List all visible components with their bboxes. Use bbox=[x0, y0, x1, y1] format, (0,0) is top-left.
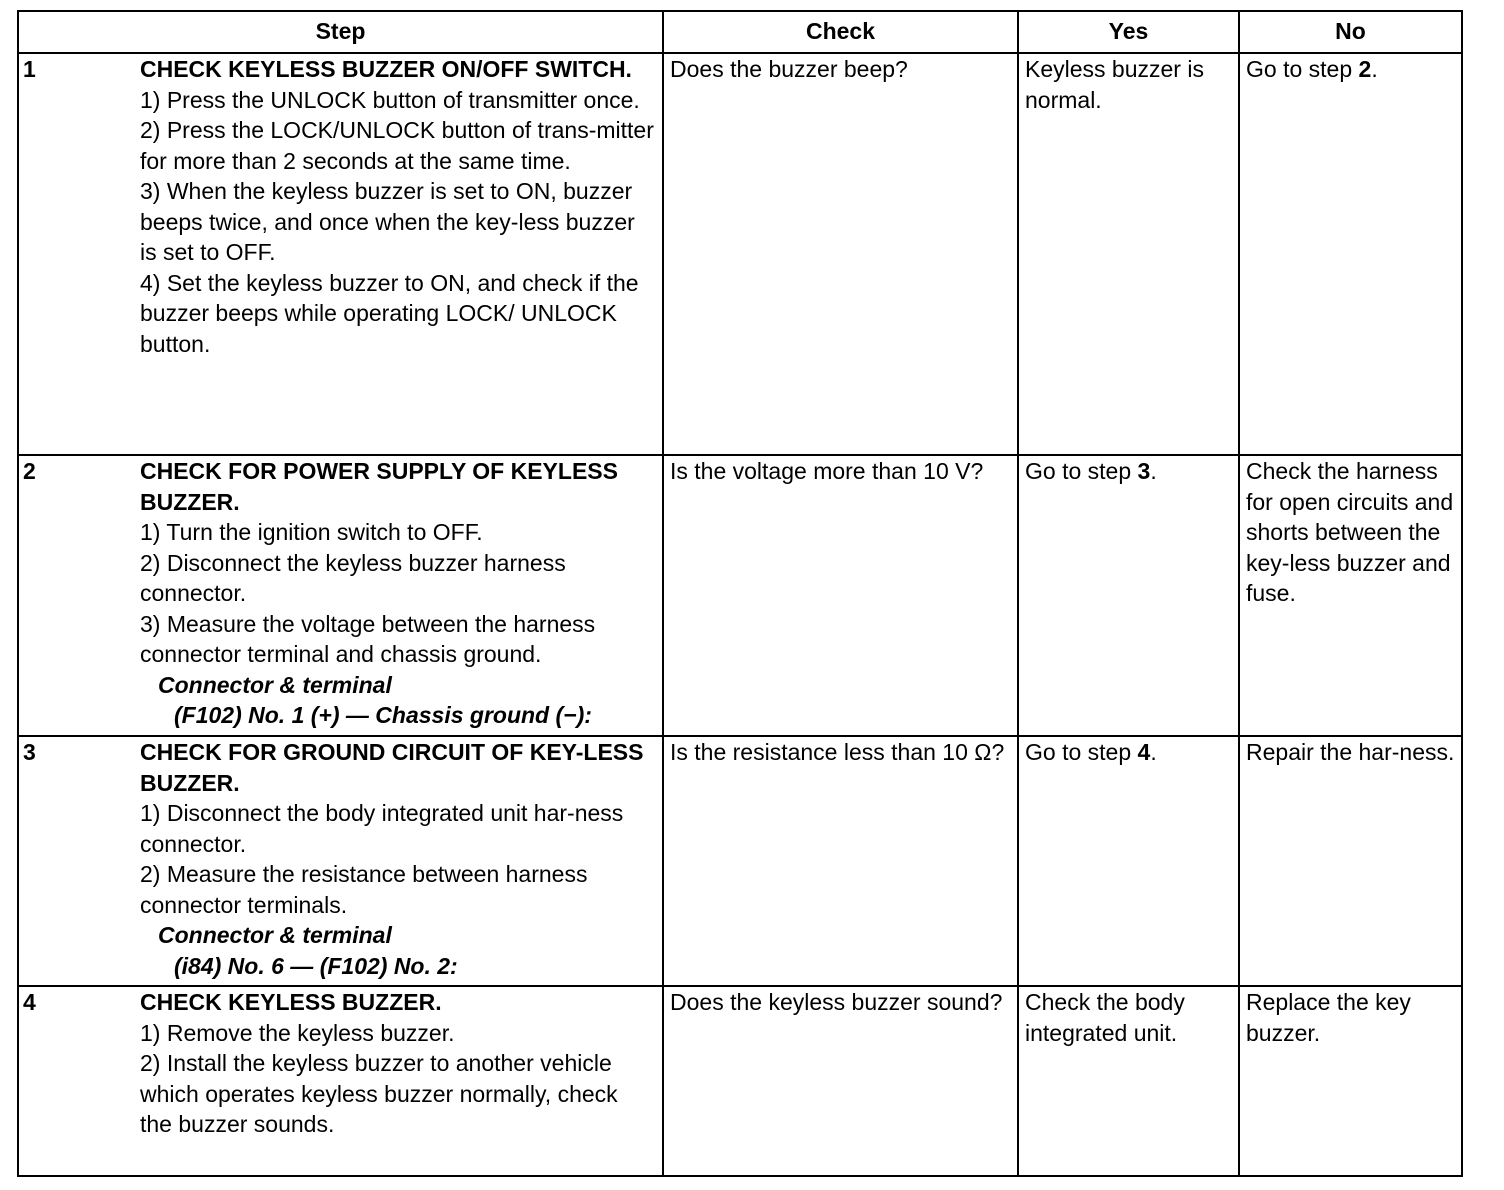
no-cell: Replace the key buzzer. bbox=[1239, 986, 1462, 1176]
connector-label: Connector & terminal bbox=[158, 922, 392, 948]
step-instruction: 1) Turn the ignition switch to OFF. bbox=[140, 519, 483, 545]
header-no: No bbox=[1239, 11, 1462, 53]
connector-value: (i84) No. 6 — (F102) No. 2: bbox=[174, 952, 458, 979]
step-reference: 4 bbox=[1137, 739, 1151, 765]
step-instruction: 2) Disconnect the keyless buzzer harness connector. bbox=[140, 549, 566, 606]
no-cell bbox=[1239, 53, 1462, 455]
header-step: Step bbox=[18, 11, 663, 53]
table-row bbox=[18, 986, 1462, 1176]
table-row bbox=[18, 53, 1462, 455]
yes-cell: Check the body integrated unit. bbox=[1018, 986, 1239, 1176]
step-description bbox=[140, 455, 663, 736]
step-description bbox=[140, 53, 663, 455]
header-yes: Yes bbox=[1018, 11, 1239, 53]
diagnostic-table-container bbox=[17, 10, 1461, 1177]
table-row bbox=[18, 736, 1462, 986]
yes-text: Go to step bbox=[1025, 458, 1138, 484]
header-check: Check bbox=[663, 11, 1018, 53]
step-title: CHECK KEYLESS BUZZER. bbox=[140, 989, 442, 1015]
check-cell: Is the voltage more than 10 V? bbox=[663, 455, 1018, 736]
step-instruction: 1) Disconnect the body integrated unit har-ness connector. bbox=[140, 800, 624, 857]
step-instruction: 2) Press the LOCK/UNLOCK button of trans-mitter for more than 2 seconds at the same time. bbox=[140, 117, 654, 174]
step-instruction: 2) Install the keyless buzzer to another vehicle which operates keyless buzzer normally, check the buzzer sounds. bbox=[140, 1050, 618, 1137]
diagnostic-table bbox=[17, 10, 1463, 1177]
step-instruction: 3) When the keyless buzzer is set to ON, buzzer beeps twice, and once when the key-less buzzer is set to OFF. bbox=[140, 178, 635, 265]
step-instruction: 1) Press the UNLOCK button of transmitter once. bbox=[140, 86, 640, 113]
step-instruction: 1) Remove the keyless buzzer. bbox=[140, 1019, 455, 1046]
yes-text: Go to step bbox=[1025, 739, 1138, 765]
no-cell: Check the harness for open circuits and shorts between the key-less buzzer and fuse. bbox=[1239, 455, 1462, 736]
step-description bbox=[140, 986, 663, 1176]
step-number: 1 bbox=[18, 53, 140, 455]
yes-suffix: . bbox=[1150, 458, 1157, 484]
header-row bbox=[18, 11, 1462, 53]
step-number: 4 bbox=[18, 986, 140, 1176]
step-number: 2 bbox=[18, 455, 140, 736]
step-description bbox=[140, 736, 663, 986]
step-instruction: 2) Measure the resistance between harness connector terminals. bbox=[140, 861, 588, 918]
no-cell: Repair the har-ness. bbox=[1239, 736, 1462, 986]
no-suffix: . bbox=[1371, 56, 1378, 82]
check-cell: Does the keyless buzzer sound? bbox=[663, 986, 1018, 1176]
connector-value: (F102) No. 1 (+) — Chassis ground (−): bbox=[174, 702, 592, 728]
yes-suffix: . bbox=[1150, 739, 1157, 765]
step-title: CHECK FOR GROUND CIRCUIT OF KEY-LESS BUZZER. bbox=[140, 739, 644, 796]
yes-cell: Keyless buzzer is normal. bbox=[1018, 53, 1239, 455]
table-row bbox=[18, 455, 1462, 736]
step-instruction: 3) Measure the voltage between the harness connector terminal and chassis ground. bbox=[140, 610, 596, 667]
step-title: CHECK FOR POWER SUPPLY OF KEYLESS BUZZER. bbox=[140, 458, 618, 515]
yes-cell bbox=[1018, 736, 1239, 986]
yes-cell bbox=[1018, 455, 1239, 736]
step-number: 3 bbox=[18, 736, 140, 986]
step-reference: 3 bbox=[1137, 458, 1151, 484]
check-cell: Is the resistance less than 10 Ω? bbox=[663, 736, 1018, 986]
connector-label: Connector & terminal bbox=[158, 671, 392, 698]
step-title: CHECK KEYLESS BUZZER ON/OFF SWITCH. bbox=[140, 56, 632, 82]
check-cell: Does the buzzer beep? bbox=[663, 53, 1018, 455]
step-instruction: 4) Set the keyless buzzer to ON, and check if the buzzer beeps while operating LOCK/ UNLOCK button. bbox=[140, 269, 639, 357]
step-reference: 2 bbox=[1358, 56, 1372, 82]
no-text: Go to step bbox=[1246, 56, 1359, 82]
